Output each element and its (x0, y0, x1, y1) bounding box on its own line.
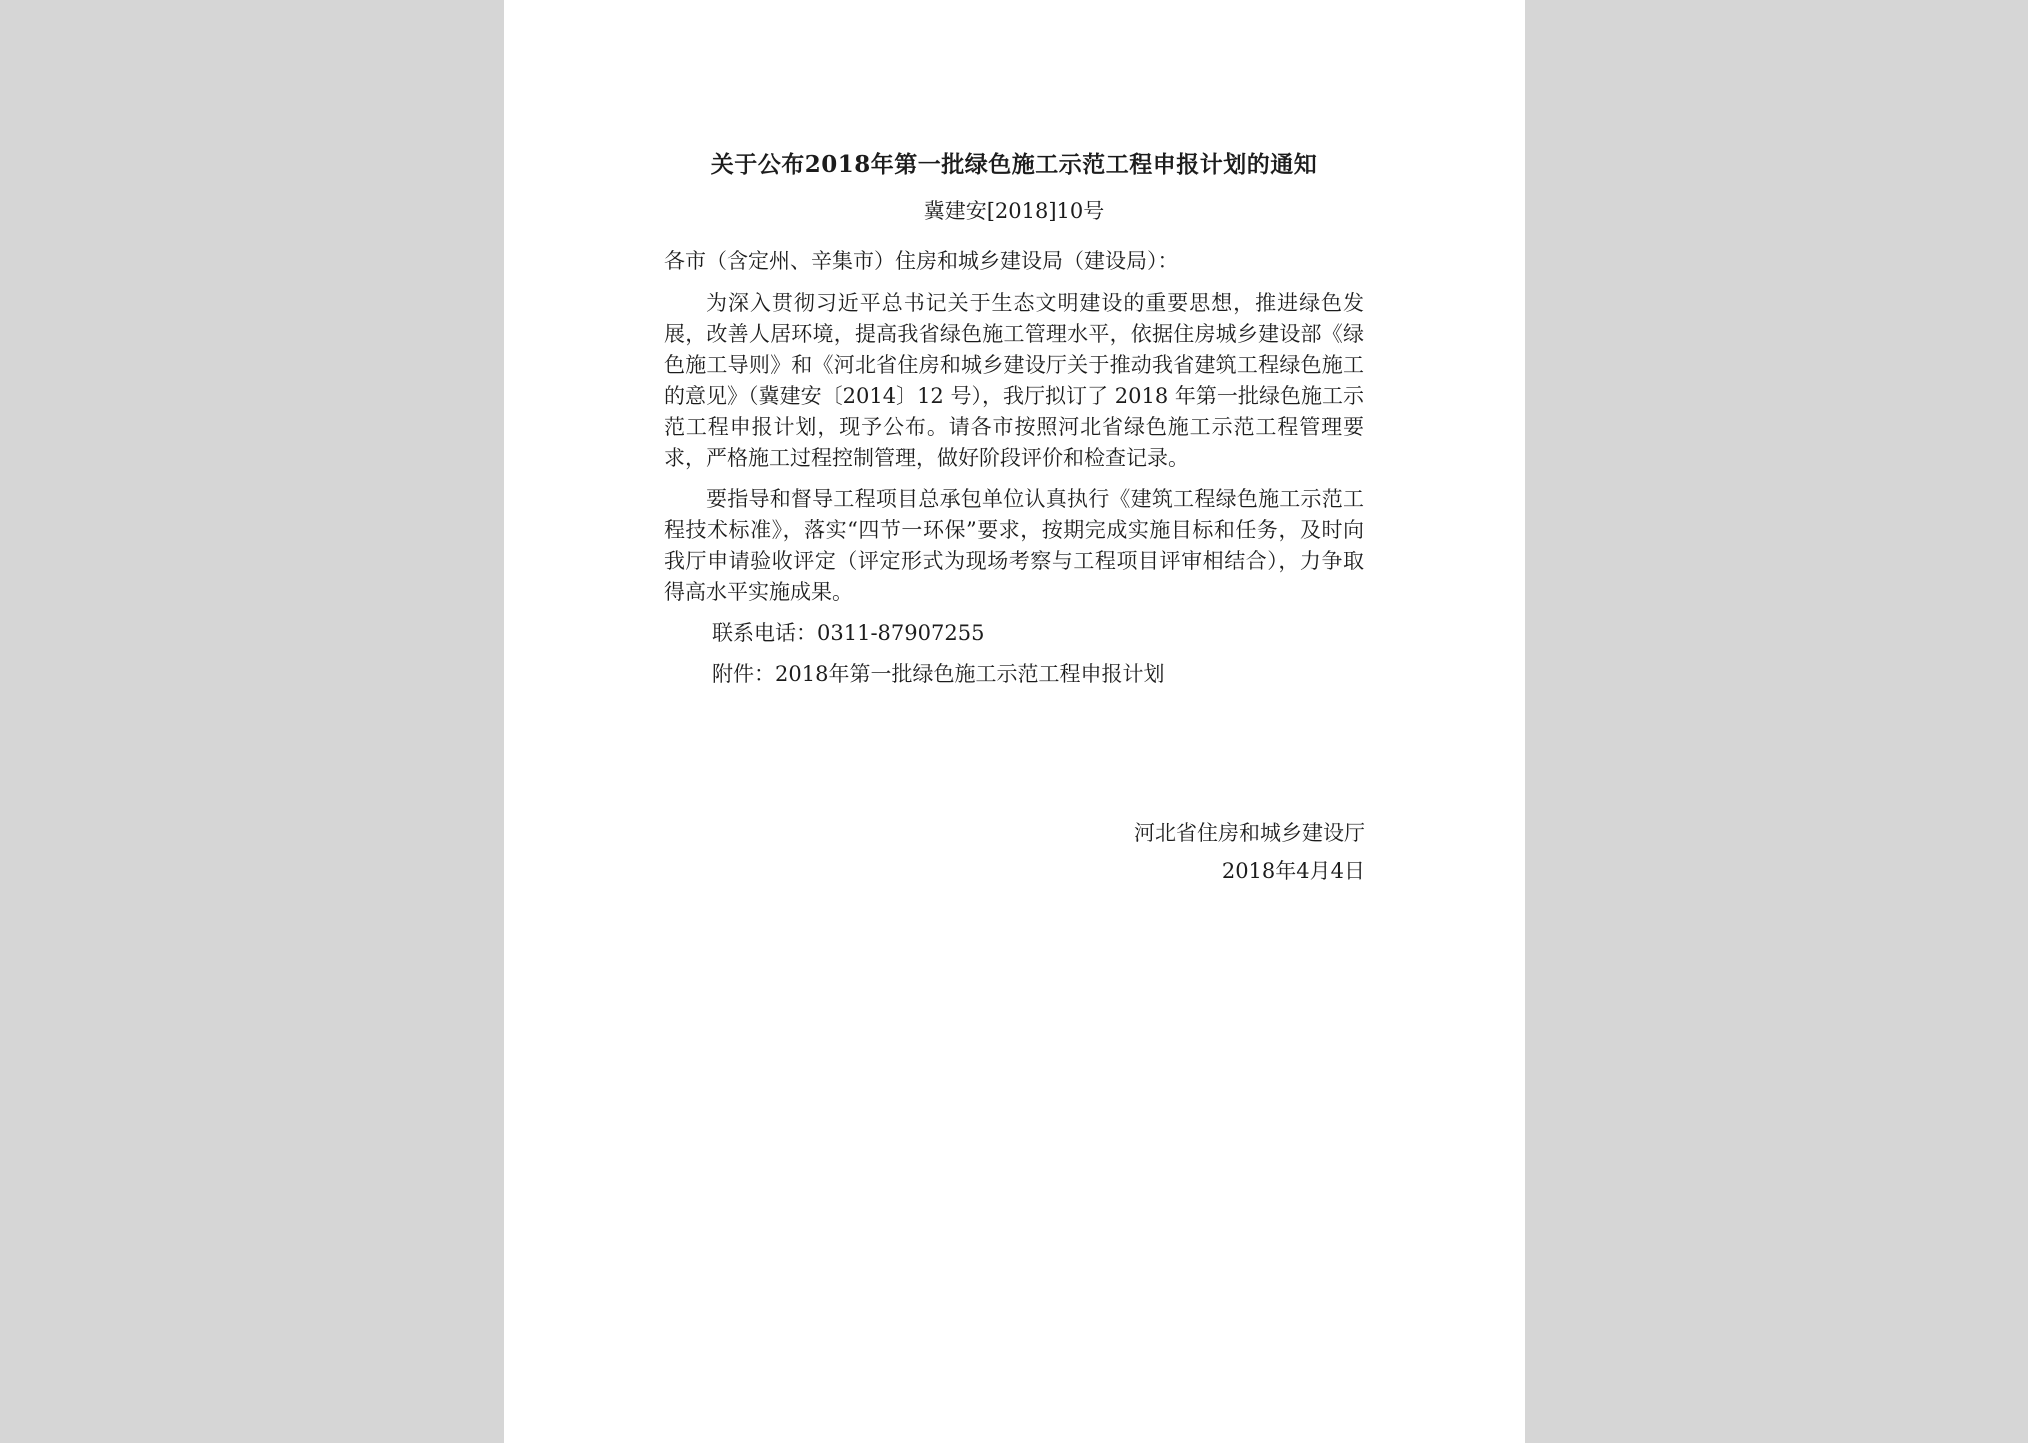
contact-phone: 联系电话：0311-87907255 (712, 621, 985, 645)
salutation: 各市（含定州、辛集市）住房和城乡建设局（建设局）： (664, 249, 1179, 273)
attachment-line: 附件：2018年第一批绿色施工示范工程申报计划 (712, 662, 1165, 686)
signature-organization: 河北省住房和城乡建设厅 (1134, 821, 1365, 845)
document-page (504, 0, 1525, 1443)
document-body (664, 148, 1364, 690)
body-paragraph-2: 要指导和督导工程项目总承包单位认真执行《建筑工程绿色施工示范工程技术标准》，落实“四节一环保”要求，按期完成实施目标和任务，及时向我厅申请验收评定（评定形式为现场考察与工程项目评审相结合），力争取得高水平实施成果。 (664, 487, 1364, 604)
signature-date: 2018年4月4日 (1221, 859, 1365, 883)
signature-block (1134, 818, 1365, 886)
body-paragraph-1: 为深入贯彻习近平总书记关于生态文明建设的重要思想，推进绿色发展，改善人居环境，提高我省绿色施工管理水平，依据住房城乡建设部《绿色施工导则》和《河北省住房和城乡建设厅关于推动我省建筑工程绿色施工的意见》（冀建安〔2014〕12 号），我厅拟订了 2018 年第一批绿色施工示范工程申报计划，现予公布。请各市按照河北省绿色施工示范工程管理要求，严格施工过程控制管理，做好阶段评价和检查记录。 (664, 291, 1364, 470)
document-number: 冀建安[2018]10号 (923, 199, 1105, 223)
document-title: 关于公布2018年第一批绿色施工示范工程申报计划的通知 (710, 151, 1318, 178)
